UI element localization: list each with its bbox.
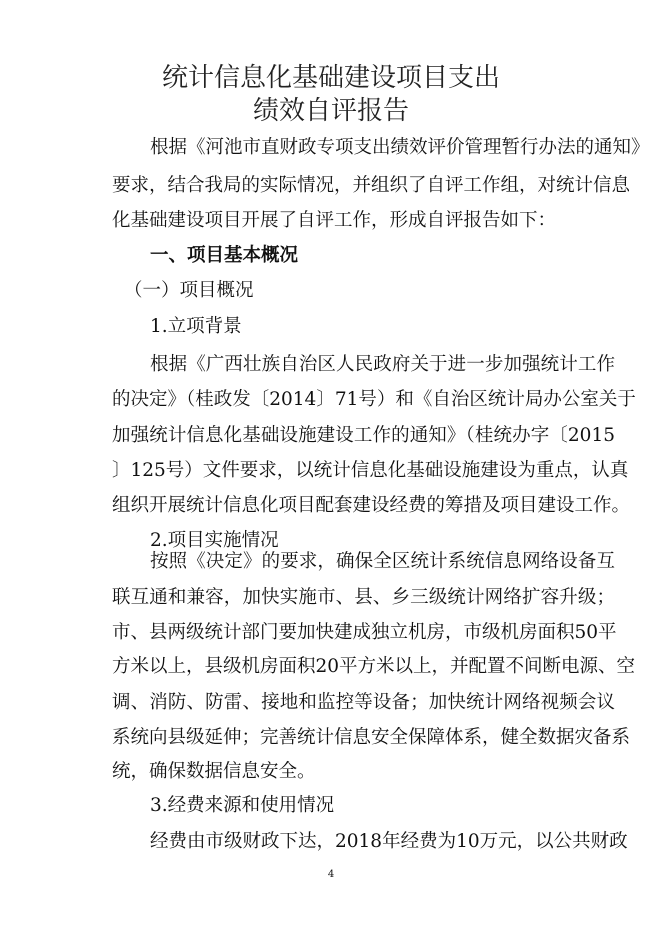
text-line: 〕125号）文件要求，以统计信息化基础设施建设为重点，认真 (112, 460, 629, 481)
text-line: 组织开展统计信息化项目配套建设经费的筹措及项目建设工作。 (112, 495, 631, 516)
page-number: 4 (327, 869, 335, 880)
subsection-heading: （一）项目概况 (124, 280, 254, 301)
section-heading: 一、项目基本概况 (150, 245, 299, 266)
text-line: 加强统计信息化基础设施建设工作的通知》（桂统办字〔2015 (112, 425, 615, 446)
item-heading: 2.项目实施情况 (150, 530, 279, 551)
item-heading: 3.经费来源和使用情况 (150, 795, 335, 816)
text-line: 系统向县级延伸；完善统计信息安全保障体系，健全数据灾备系 (112, 727, 631, 748)
text-line: 统，确保数据信息安全。 (112, 761, 316, 782)
title-line-2: 绩效自评报告 (252, 96, 409, 126)
item-heading: 1.立项背景 (150, 316, 242, 337)
title-line-1: 统计信息化基础建设项目支出 (161, 63, 500, 93)
text-line: 经费由市级财政下达，2018年经费为10万元，以公共财政 (150, 831, 628, 852)
text-line: 根据《广西壮族自治区人民政府关于进一步加强统计工作 (150, 354, 615, 375)
text-line: 要求，结合我局的实际情况，并组织了自评工作组，对统计信息 (112, 175, 631, 196)
text-line: 市、县两级统计部门要加快建成独立机房，市级机房面积50平 (112, 622, 617, 643)
text-line: 方米以上，县级机房面积20平方米以上，并配置不间断电源、空 (112, 656, 636, 677)
text-line: 按照《决定》的要求，确保全区统计系统信息网络设备互 (150, 551, 615, 572)
text-line: 根据《河池市直财政专项支出绩效评价管理暂行办法的通知》 (150, 137, 650, 158)
text-line: 调、消防、防雷、接地和监控等设备；加快统计网络视频会议 (112, 692, 615, 713)
text-line: 化基础建设项目开展了自评工作，形成自评报告如下： (112, 210, 557, 231)
text-line: 联互通和兼容，加快实施市、县、乡三级统计网络扩容升级； (112, 587, 615, 608)
text-line: 的决定》（桂政发〔2014〕71号）和《自治区统计局办公室关于 (112, 389, 636, 410)
